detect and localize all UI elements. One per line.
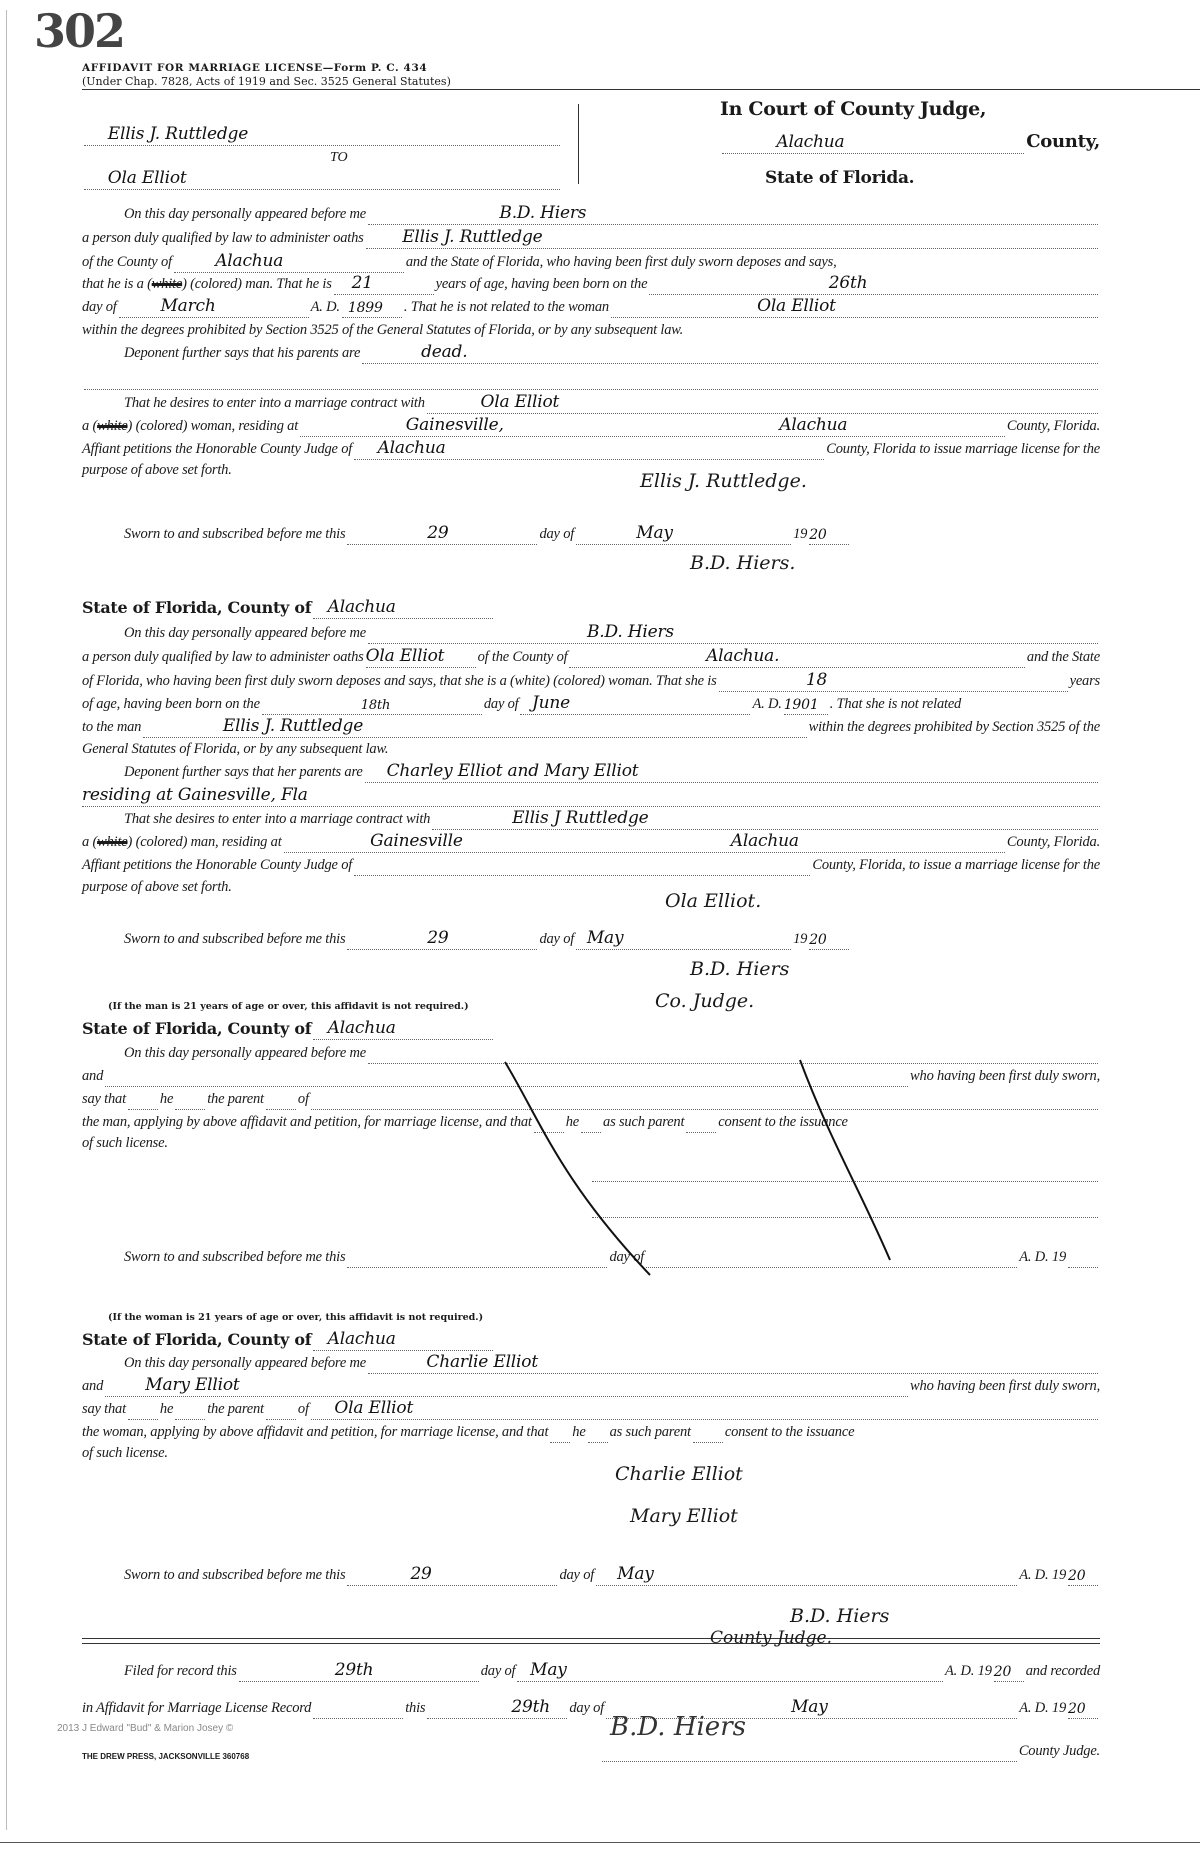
text: County, Florida. [1006,834,1100,850]
filing-row-2 [82,1697,1100,1719]
text: a ( [82,418,98,434]
s1-row-9 [82,392,1100,414]
text: purpose of above set forth. [82,879,232,895]
text: the woman, applying by above affidavit and petition, for marriage license, and that [82,1424,549,1440]
county-value-2: Alachua. [706,646,780,666]
s1-sworn-row [82,523,1100,545]
text: ) (colored) man. That he is [182,276,332,292]
officer-signature: B.D. Hiers. [690,552,796,574]
birth-month-value: March [160,296,216,316]
text: 19 [793,526,808,542]
officer-name: B.D. Hiers [499,203,587,223]
caption-brace [568,104,579,184]
text: he [565,1114,580,1130]
s2-header-row [82,597,1100,619]
text: within the degrees prohibited by Section 3525 of the General Statutes of Florida, or by any subsequent law. [82,322,684,338]
s3-row-5 [82,1132,1100,1154]
s3-row-2 [82,1065,1100,1087]
text: That she desires to enter into a marriage contract with [124,811,431,827]
caption-bride-line [82,168,562,190]
text: A. D. 19 [1019,1249,1066,1265]
s2-row-4 [82,693,1100,715]
court-state: State of Florida. [765,168,915,188]
text: County, Florida to issue marriage license for the [826,441,1100,457]
text: ) (colored) woman, residing at [127,418,299,434]
s1-row-8-blank [82,368,1100,390]
s4-note: (If the woman is 21 years of age or over, this affidavit is not required.) [108,1312,484,1323]
officer-title-handwritten: Co. Judge. [655,990,755,1012]
officer-signature: B.D. Hiers [790,1605,890,1627]
text: day of [609,1249,645,1265]
text: On this day personally appeared before me [124,1045,367,1061]
text: Deponent further says that her parents are [124,764,363,780]
birth-month-value: June [531,693,570,713]
s1-row-12 [82,459,1100,481]
groom-name: Ellis J. Ruttledge [107,124,249,144]
sworn-day: 29 [410,1564,432,1584]
groom-signature: Ellis J. Ruttledge. [640,470,807,492]
text: years [1069,673,1100,689]
contract-with-value: Ola Elliot [480,392,560,412]
s4-row-4 [82,1421,1100,1443]
double-rule-top [82,1638,1100,1639]
court-county-value: Alachua [776,132,845,152]
sworn-month: May [636,523,673,543]
text: Sworn to and subscribed before me this [124,931,346,947]
appearing-parent-2: Mary Elliot [145,1375,240,1395]
s4-row-3 [82,1398,1100,1420]
s2-row-5 [82,716,1100,738]
text: On this day personally appeared before me [124,206,367,222]
age-value: 21 [351,273,373,293]
court-county-label: County, [1026,131,1100,152]
s3-row-1 [82,1042,1100,1064]
county-judge-label: County Judge. [1018,1743,1100,1759]
text: Filed for record this [124,1663,237,1679]
text: he [572,1424,586,1440]
text: as such parent [603,1114,685,1130]
appearing-parent-1: Charlie Elliot [426,1352,538,1372]
printer-imprint: THE DREW PRESS, JACKSONVILLE 360768 [82,1752,250,1761]
text: Affiant petitions the Honorable County Judge of [82,441,353,457]
s4-row-2 [82,1375,1100,1397]
text: Sworn to and subscribed before me this [124,526,346,542]
s4-row-5 [82,1442,1100,1464]
form-title: AFFIDAVIT FOR MARRIAGE LICENSE—Form P. C. 434 [82,62,428,74]
caption-to: TO [330,150,348,165]
text: of the County of [82,254,172,270]
text: of [297,1091,309,1107]
text: day of [539,526,575,542]
bottom-edge [0,1842,1200,1843]
text: the parent [207,1091,264,1107]
struck-text: white [151,276,183,292]
s2-sworn-row [82,928,1100,950]
parents-residence: residing at Gainesville, Fla [82,785,308,805]
officer-name: B.D. Hiers [587,622,674,642]
s3-header-row [82,1018,1100,1040]
text: A. D. 19 [945,1663,992,1679]
s1-row-7 [82,342,1100,364]
s1-row-4 [82,273,1100,295]
parents-value: Charley Elliot and Mary Elliot [386,761,639,781]
statute-reference: (Under Chap. 7828, Acts of 1919 and Sec. 3525 General Statutes) [82,75,451,88]
officer-title-handwritten: County Judge. [710,1628,832,1648]
text: and [82,1068,104,1084]
county-value: Alachua [327,597,396,617]
s2-row-2 [82,646,1100,668]
text: of such license. [82,1135,168,1151]
s1-row-11 [82,438,1100,460]
residence-city: Gainesville, [405,415,504,435]
text: as such parent [609,1424,691,1440]
text: day of [82,299,117,315]
bride-name: Ola Elliot [107,168,187,188]
text: County, Florida. [1006,418,1100,434]
text: say that [82,1401,126,1417]
s2-row-10 [82,831,1100,853]
text: Sworn to and subscribed before me this [124,1249,346,1265]
parent-signature-1: Charlie Elliot [615,1463,743,1485]
text: day of [569,1700,605,1716]
parents-value: dead. [421,342,468,362]
text: of age, having been born on the [82,696,260,712]
text: On this day personally appeared before me [124,1355,367,1371]
recorded-year: 20 [1068,1701,1086,1717]
text: within the degrees prohibited by Section 3525 of the [808,719,1100,735]
s1-row-5 [82,296,1100,318]
petition-county: Alachua [377,438,446,458]
sworn-year: 20 [809,932,827,948]
text: County, Florida, to issue a marriage license for the [812,857,1100,873]
text: Deponent further says that his parents are [124,345,361,361]
parent-signature-2: Mary Elliot [630,1505,738,1527]
affiant-name: Ola Elliot [365,646,445,666]
text: . That he is not related to the woman [403,299,609,315]
text: Sworn to and subscribed before me this [124,1567,346,1583]
recorded-month: May [791,1697,828,1717]
s1-row-3 [82,251,1100,273]
text: day of [480,1663,516,1679]
s2-row-1 [82,622,1100,644]
text: years of age, having been born on the [435,276,648,292]
text: in Affidavit for Marriage License Record [82,1700,312,1716]
child-name: Ola Elliot [334,1398,414,1418]
text: the parent [207,1401,264,1417]
s3-note: (If the man is 21 years of age or over, this affidavit is not required.) [108,1001,469,1012]
woman-name: Ola Elliot [757,296,836,316]
s2-row-8 [82,785,1100,807]
text: of [297,1401,309,1417]
s2-row-3 [82,670,1100,692]
judge-signature: B.D. Hiers [610,1712,746,1742]
text: Affiant petitions the Honorable County Judge of [82,857,353,873]
filed-month: May [530,1660,567,1680]
residence-county: Alachua [730,831,799,851]
filing-row-1 [82,1660,1100,1682]
text: and the State of Florida, who having been first duly sworn deposes and says, [405,254,837,270]
struck-text: white [97,834,128,850]
text: he [159,1091,174,1107]
sworn-day: 29 [427,523,449,543]
s1-row-10 [82,415,1100,437]
sworn-year: 20 [1068,1568,1086,1584]
s4-header-row [82,1329,1100,1351]
birth-day-value: 26th [828,273,868,293]
residence-city: Gainesville [370,831,463,851]
text: and [82,1378,104,1394]
birth-year-value: 1899 [347,300,383,316]
s2-row-11 [82,854,1100,876]
s2-row-6 [82,738,1100,760]
county-value: Alachua [327,1018,396,1038]
text: day of [483,696,519,712]
text: he [159,1401,174,1417]
text: that he is a ( [82,276,152,292]
text: who having been first duly sworn, [910,1068,1100,1084]
filed-year: 20 [993,1664,1012,1680]
age-value: 18 [805,670,828,690]
text: A. D. 19 [1019,1700,1066,1716]
double-rule-bottom [82,1643,1100,1644]
sworn-year: 20 [809,527,827,543]
s1-row-1 [82,203,1100,225]
text: this [405,1700,426,1716]
judge-line [600,1740,1100,1762]
text: A. D. [310,299,340,315]
left-edge [6,10,7,1830]
text: the man, applying by above affidavit and petition, for marriage license, and that [82,1114,532,1130]
caption-groom-line [82,124,562,146]
text: ) (colored) man, residing at [127,834,282,850]
text: consent to the issuance [718,1114,848,1130]
recorded-day: 29th [511,1697,550,1717]
court-title: In Court of County Judge, [720,98,987,120]
county-value: Alachua [215,251,284,271]
text: A. D. [752,696,782,712]
bride-signature: Ola Elliot. [665,890,762,912]
struck-text: white [97,418,128,434]
header-rule [82,89,1200,90]
filed-day: 29th [334,1660,374,1680]
text: and recorded [1025,1663,1100,1679]
text: a person duly qualified by law to administer oaths [82,649,364,665]
copyright-notice: 2013 J Edward "Bud" & Marion Josey © [57,1723,234,1734]
page-number: 302 [34,4,125,58]
text: and the State [1026,649,1100,665]
s2-row-7 [82,761,1100,783]
officer-signature: B.D. Hiers [690,958,790,980]
s1-row-6 [82,319,1100,341]
s3-row-3 [82,1088,1100,1110]
court-county-line [720,132,1100,154]
affiant-name: Ellis J. Ruttledge [402,227,543,247]
s1-row-2 [82,227,1100,249]
sworn-day: 29 [427,928,449,948]
text: day of [559,1567,595,1583]
text: purpose of above set forth. [82,462,232,478]
sworn-month: May [617,1564,654,1584]
s3-blank-2 [590,1196,1100,1218]
text: of the County of [477,649,568,665]
s3-blank-1 [590,1160,1100,1182]
s4-row-1 [82,1352,1100,1374]
text: That he desires to enter into a marriage contract with [124,395,425,411]
text: who having been first duly sworn, [910,1378,1100,1394]
contract-with-value: Ellis J Ruttledge [512,808,649,828]
section-heading: State of Florida, County of [82,1330,312,1349]
text: of such license. [82,1445,168,1461]
county-value: Alachua [327,1329,396,1349]
text: General Statutes of Florida, or by any subsequent law. [82,741,389,757]
birth-year-value: 1901 [783,697,819,713]
s2-row-9 [82,808,1100,830]
text: a person duly qualified by law to administer oaths [82,230,364,246]
s3-sworn-row [82,1246,1100,1268]
text: consent to the issuance [724,1424,855,1440]
section-heading: State of Florida, County of [82,598,312,617]
text: a ( [82,834,98,850]
text: A. D. 19 [1019,1567,1066,1583]
text: 19 [793,931,808,947]
sworn-month: May [586,928,624,948]
text: say that [82,1091,126,1107]
birth-day-value: 18th [360,698,391,713]
s2-row-12 [82,876,1100,898]
section-heading: State of Florida, County of [82,1019,312,1038]
text: to the man [82,719,142,735]
text: of Florida, who having been first duly sworn deposes and says, that she is a (white) (colored) woman. That she is [82,673,717,689]
s3-row-4 [82,1111,1100,1133]
text: On this day personally appeared before me [124,625,367,641]
residence-county: Alachua [779,415,848,435]
text: day of [539,931,575,947]
text: . That she is not related [829,696,962,712]
s4-sworn-row [82,1564,1100,1586]
man-name: Ellis J. Ruttledge [222,716,364,736]
